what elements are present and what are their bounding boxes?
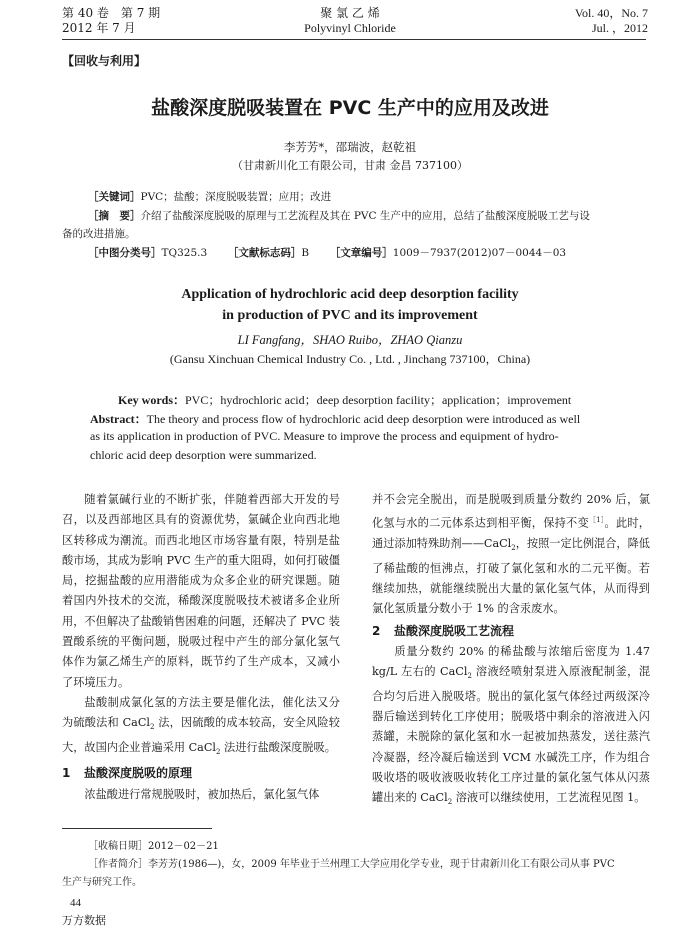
- affiliation-cn: （甘肃新川化工有限公司，甘肃 金昌 737100）: [232, 159, 468, 172]
- keywords-cn-label: ［关键词］: [88, 191, 141, 203]
- paragraph: 浓盐酸进行常规脱吸时，被加热后，氯化氢气体: [84, 787, 320, 801]
- page-number: 44: [70, 897, 81, 909]
- keywords-cn: [88, 188, 648, 206]
- author-bio-label: ［作者简介］: [88, 859, 148, 870]
- section-heading-1: 1 盐酸深度脱吸的原理: [62, 766, 193, 781]
- author-bio-text: 李芳芳(1986—)，女，2009 年毕业于兰州理工大学应用化学专业，现于甘肃新川化工有限公司从事 PVC: [148, 859, 615, 870]
- abstract-en-line1: [90, 410, 650, 427]
- article-no-label: ［文章编号］: [329, 247, 393, 259]
- header-journal-en: Polyvinyl Chloride: [304, 21, 396, 35]
- authors-cn: 李芳芳*，邵瑞波，赵乾祖: [283, 140, 417, 154]
- paragraph: 质量分数约 20% 的稀盐酸与浓缩后密度为 1.47 kg/L 左右的 CaCl$_2$ 溶液经喷射泵进入原液配制釜，混合均匀后进入脱吸塔。脱出的氯化氢气体经过两级深冷器后输送到转化工序使用；脱吸塔中剩余的溶液进入闪蒸罐，未脱除的氯化氢和水一起被加热蒸发，送往蒸汽冷凝器，经冷凝后输送到 VCM 水碱洗工序，作为组合吸收塔的吸收液吸收转化工序过量的氯化氢气体从闪蒸罐出来的 CaCl$_2$ 溶液可以继续使用，工艺流程见图 1。: [372, 645, 651, 807]
- keywords-cn-text: PVC；盐酸；深度脱吸装置；应用；改进: [140, 191, 332, 203]
- received-date: 2012－02－21: [148, 841, 219, 852]
- authors-en: LI Fangfang，SHAO Ruibo，ZHAO Qianzu: [237, 333, 463, 347]
- citation-ref: ［1］: [588, 516, 605, 525]
- keywords-en: [118, 391, 571, 408]
- paragraph: 随着氯碱行业的不断扩张，伴随着西部大开发的号召，以及西部地区具有的资源优势，氯碱企业向西北地区转移成为潮流。而西北地区市场容量有限，特别是盐酸市场，其成为影响 PVC 生产的重大阻碍，如何打破僵局，挖掘盐酸的应用潜能成为众多企业的研究课题。随着国内外技术的交流，稀酸深度脱吸技术被诸多企业所用，不但解决了盐酸销售困难的问题，还解决了 PVC 装置酸系统的平衡问题，脱吸过程中产生的部分氯化氢气体作为氯乙烯生产的原料，既节约了生产成本，又减小了环境压力。: [62, 493, 340, 689]
- header-date: 2012 年 7 月: [62, 21, 136, 35]
- abstract-cn-line2: 备的改进措施。: [62, 228, 136, 240]
- header-issue: 第 40 卷 第 7 期: [62, 6, 161, 20]
- header-journal-cn: 聚 氯 乙 烯: [320, 6, 380, 20]
- abstract-cn-text1: 介绍了盐酸深度脱吸的原理与工艺流程及其在 PVC 生产中的应用，总结了盐酸深度脱吸工艺与设: [140, 210, 590, 222]
- abstract-cn-line1: [88, 207, 648, 225]
- footnote-received: [88, 838, 219, 855]
- section-tag: 【回收与利用】: [62, 54, 147, 68]
- received-label: ［收稿日期］: [88, 841, 148, 852]
- header-rule: [62, 39, 646, 40]
- title-cn: 盐酸深度脱吸装置在 PVC 生产中的应用及改进: [151, 97, 549, 119]
- title-en-line2: in production of PVC and its improvement: [222, 308, 478, 323]
- clc-value: TQ325.3: [161, 247, 208, 259]
- keywords-en-label: Key words：: [118, 393, 185, 407]
- body-right-column: [372, 490, 650, 813]
- classification-line: [88, 244, 648, 262]
- abstract-en-text1: The theory and process flow of hydrochloric acid deep desorption were introduced as well: [146, 412, 581, 426]
- abstract-en-line2: as its application in production of PVC. Measure to improve the process and equipment of hydro-: [90, 429, 559, 443]
- clc-label: ［中图分类号］: [88, 247, 162, 259]
- body-left-column: [62, 490, 340, 805]
- section-heading-2: 2 盐酸深度脱吸工艺流程: [372, 623, 515, 638]
- paragraph: 盐酸制成氯化氢的方法主要是催化法，催化法又分为硫酸法和 CaCl$_2$ 法，因硫酸的成本较高，安全风险较大，故国内企业普遍采用 CaCl$_2$ 法进行盐酸深度脱吸。: [62, 695, 340, 757]
- abstract-en-label: Abstract：: [90, 412, 147, 426]
- doc-code-label: ［文献标志码］: [227, 247, 302, 259]
- footnote-author: [88, 856, 658, 873]
- doc-code-value: B: [301, 247, 310, 259]
- article-no-value: 1009－7937(2012)07－0044－03: [392, 247, 567, 259]
- abstract-cn-label: ［摘 要］: [88, 210, 141, 222]
- affiliation-en: (Gansu Xinchuan Chemical Industry Co. , Ltd. , Jinchang 737100，China): [169, 352, 531, 366]
- header-date-en: Jul. ，2012: [591, 21, 648, 35]
- paragraph: 并不会完全脱出，而是脱吸到质量分数约 20% 后，氯化氢与水的二元体系达到相平衡，保持不变$^{[1]}$。此时，通过添加特殊助剂——CaCl$_2$，按照一定比例混合，降低了稀盐酸的恒沸点，打破了氯化氢和水的二元平衡。若继续加热，就能继续脱出大量的氯化氢气体，从而得到氯化氢质量分数小于 1% 的含汞废水。: [372, 493, 650, 616]
- title-en-line1: Application of hydrochloric acid deep desorption facility: [181, 287, 519, 302]
- keywords-en-text: PVC；hydrochloric acid；deep desorption facility；application；improvement: [185, 393, 572, 407]
- footnote-author-line2: 生产与研究工作。: [62, 877, 142, 888]
- header-volume: Vol. 40，No. 7: [574, 6, 648, 20]
- abstract-en-line3: chloric acid deep desorption were summarized.: [90, 448, 317, 462]
- watermark: 万方数据: [62, 914, 106, 927]
- footnote-rule: [62, 828, 212, 829]
